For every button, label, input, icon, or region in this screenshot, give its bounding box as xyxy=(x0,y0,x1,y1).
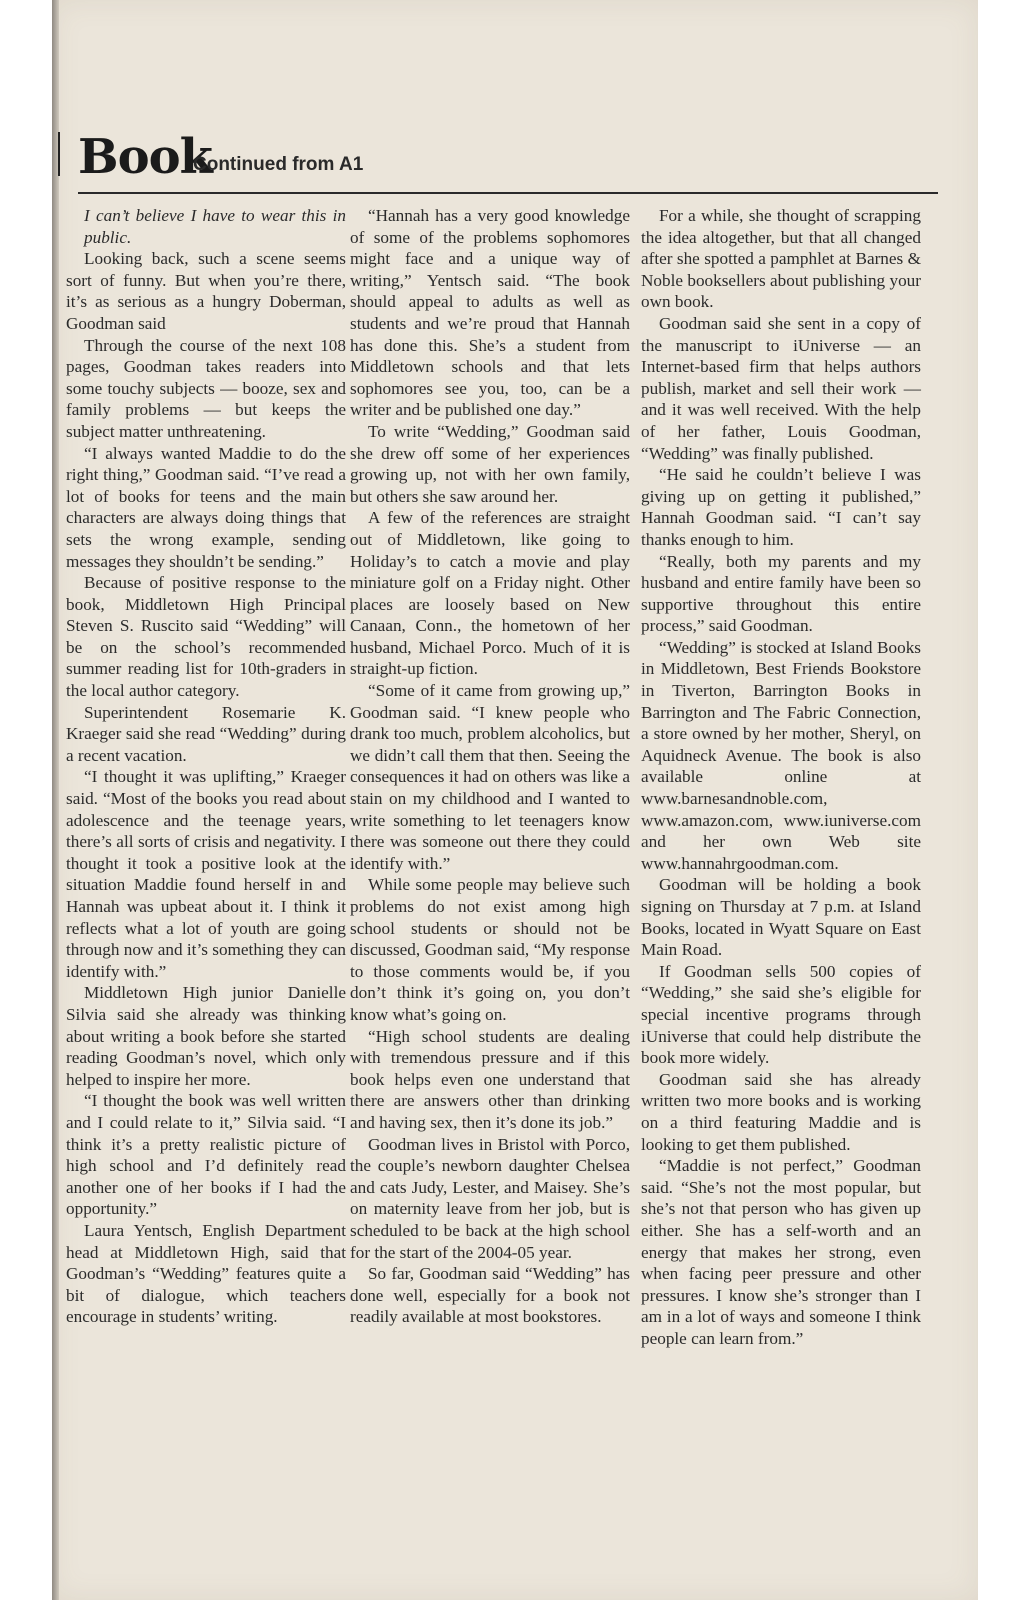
article-paragraph: If Goodman sells 500 copies of “Wedding,” she said she’s eligible for special incentive programs through iUniverse that could help distribute the book more widely. xyxy=(641,961,921,1068)
header-vertical-rule xyxy=(58,132,60,176)
article-paragraph: “He said he couldn’t believe I was giving up on getting it published,” Hannah Goodman said. “I can’t say thanks enough to him. xyxy=(641,465,921,549)
article-column-3 xyxy=(641,205,921,1349)
article-paragraph: Middletown High junior Danielle Silvia said she already was thinking about writing a book before she started reading Goodman’s novel, which only helped to inspire her more. xyxy=(66,983,346,1089)
article-paragraph: Through the course of the next 108 pages, Goodman takes readers into some touchy subjects — booze, sex and family problems — but keeps the subject matter unthreatening. xyxy=(66,335,346,441)
article-paragraph: While some people may believe such problems do not exist among high school students or should not be discussed, Goodman said, “My response to those comments would be, if you don’t think it’s going on, you don’t know what’s going on. xyxy=(350,875,630,1024)
header-horizontal-rule xyxy=(78,192,938,194)
article-paragraph: Superintendent Rosemarie K. Kraeger said she read “Wedding” during a recent vacation. xyxy=(66,702,346,765)
article-paragraph: To write “Wedding,” Goodman said she drew off some of her experiences growing up, not with her own family, but others she saw around her. xyxy=(350,421,630,506)
clipping-edge xyxy=(52,0,59,1600)
article-paragraph: Goodman said she has already written two more books and is working on a third featuring Maddie and is looking to get them published. xyxy=(641,1069,921,1154)
article-paragraph: “Wedding” is stocked at Island Books in Middletown, Best Friends Bookstore in Tiverton, Barrington Books in Barrington and The Fabric Connection, a store owned by her mother, Sheryl, on Aquidneck Avenue. The book is also available online at www.barnesandnoble.com, www.amazon.com, www.iuniverse.com and her own Web site www.hannahrgoodman.com. xyxy=(641,637,921,873)
article-paragraph: Laura Yentsch, English Department head at Middletown High, said that Goodman’s “Wedding” features quite a bit of dialogue, which teachers encourage in students’ writing. xyxy=(66,1220,346,1327)
article-paragraph: Looking back, such a scene seems sort of funny. But when you’re there, it’s as serious as a hungry Doberman, Goodman said xyxy=(66,249,346,333)
article-paragraph: Goodman will be holding a book signing on Thursday at 7 p.m. at Island Books, located in Wyatt Square on East Main Road. xyxy=(641,875,921,960)
article-paragraph: Goodman said she sent in a copy of the manuscript to iUniverse — an Internet-based firm that helps authors publish, market and sell their work — and it was well received. With the help of her father, Louis Goodman, “Wedding” was finally published. xyxy=(641,313,921,463)
article-paragraph: “I always wanted Maddie to do the right thing,” Goodman said. “I’ve read a lot of books for teens and the main characters are always doing things that sets the wrong example, sending messages they shouldn’t be sending.” xyxy=(66,443,346,571)
article-paragraph: “Really, both my parents and my husband and entire family have been so supportive throughout this entire process,” said Goodman. xyxy=(641,551,921,636)
article-paragraph: “Hannah has a very good knowledge of some of the problems sophomores might face and a unique way of writing,” Yentsch said. “The book should appeal to adults as well as students and we’re proud that Hannah has done this. She’s a student from Middletown schools and that lets sophomores see you, too, can be a writer and be published one day.” xyxy=(350,206,630,420)
article-paragraph: For a while, she thought of scrapping the idea altogether, but that all changed after she spotted a pamphlet at Barnes & Noble booksellers about publishing your own book. xyxy=(641,206,921,312)
article-column-1 xyxy=(66,205,346,1328)
article-paragraph: “I thought it was uplifting,” Kraeger said. “Most of the books you read about adolescence and the teenage years, there’s all sorts of crisis and negativity. I thought it took a positive look at the situation Maddie found herself in and Hannah was upbeat about it. I think it reflects what a lot of youth are going through now and it’s something they can identify with.” xyxy=(66,767,346,981)
article-paragraph: So far, Goodman said “Wedding” has done well, especially for a book not readily available at most bookstores. xyxy=(350,1264,630,1327)
article-paragraph: Goodman lives in Bristol with Porco, the couple’s newborn daughter Chelsea and cats Judy, Lester, and Maisey. She’s on maternity leave from her job, but is scheduled to be back at the high school for the start of the 2004-05 year. xyxy=(350,1134,630,1262)
article-paragraph: “Some of it came from growing up,” Goodman said. “I knew people who drank too much, problem alcoholics, but we didn’t call them that then. Seeing the consequences it had on others was like a stain on my childhood and I wanted to write something to let teenagers know there was someone out there they could identify with.” xyxy=(350,681,630,873)
article-paragraph: Because of positive response to the book, Middletown High Principal Steven S. Ruscito said “Wedding” will be on the school’s recommended summer reading list for 10th-graders in the local author category. xyxy=(66,573,346,701)
article-column-2 xyxy=(350,205,630,1328)
headline-continued-from: Continued from A1 xyxy=(193,154,364,175)
article-paragraph: “I thought the book was well written and I could relate to it,” Silvia said. “I think it’s a pretty realistic picture of high school and I’d definitely read another one of her books if I had the opportunity.” xyxy=(66,1091,346,1219)
article-paragraph: I can’t believe I have to wear this in public. xyxy=(84,206,346,247)
article-paragraph: A few of the references are straight out of Middletown, like going to Holiday’s to catch a movie and play miniature golf on a Friday night. Other places are loosely based on New Canaan, Conn., the hometown of her husband, Michael Porco. Much of it is straight-up fiction. xyxy=(350,508,630,679)
continuation-header xyxy=(58,128,938,198)
article-paragraph: “High school students are dealing with tremendous pressure and if this book helps even one understand that there are answers other than drinking and having sex, then it’s done its job.” xyxy=(350,1026,630,1132)
headline-title: Book xyxy=(78,129,212,185)
article-paragraph: “Maddie is not perfect,” Goodman said. “She’s not the most popular, but she’s not that person who has given up either. She has a self-worth and an energy that makes her strong, even when facing peer pressure and other pressures. I know she’s stronger than I am in a lot of ways and someone I think people can learn from.” xyxy=(641,1156,921,1348)
